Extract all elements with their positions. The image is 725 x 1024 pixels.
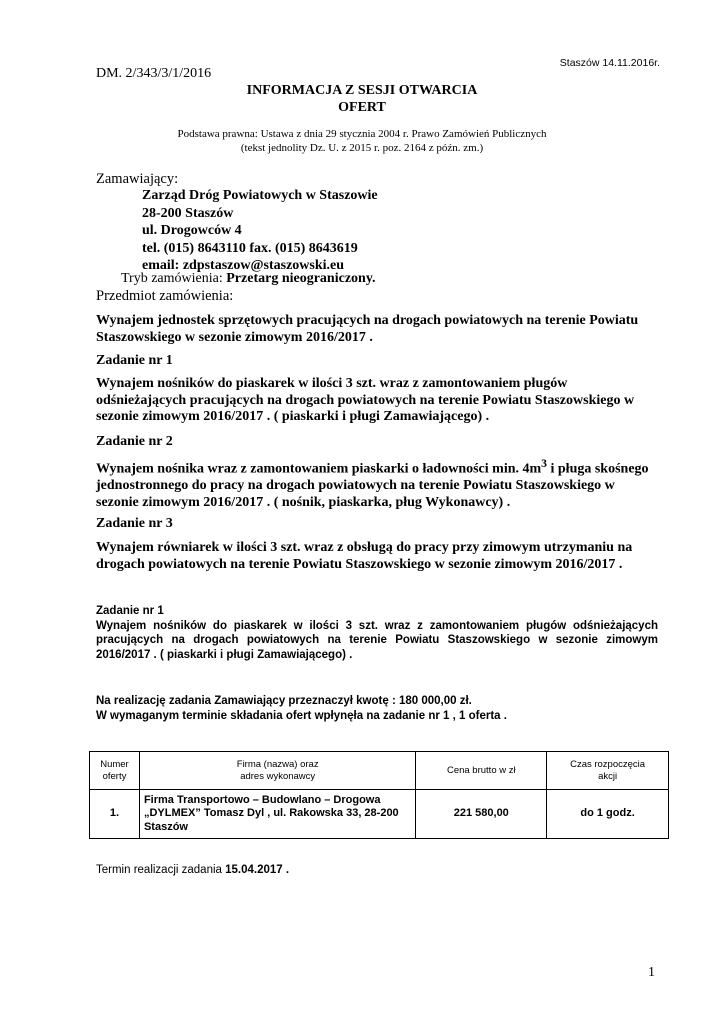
legal-line-1: Podstawa prawna: Ustawa z dnia 29 stycznia 2004 r. Prawo Zamówień Publicznych [177, 128, 547, 140]
task-2-title: Zadanie nr 2 [96, 434, 173, 449]
offer-firm: Firma Transportowo – Budowlano – Drogowa „DYLMEX” Tomasz Dyl , ul. Rakowska 33, 28-200 Staszów [139, 790, 415, 839]
authority-email: email: zdpstaszow@staszowski.eu [142, 258, 345, 273]
task-2-superscript: 3 [541, 457, 547, 470]
completion-deadline-label: Termin realizacji zadania [96, 864, 226, 876]
document-number: DM. 2/343/3/1/2016 [96, 66, 212, 81]
offer-start-time: do 1 godz. [547, 790, 669, 839]
document-title [96, 82, 628, 116]
completion-deadline [96, 864, 289, 876]
page-number: 1 [648, 965, 655, 980]
budget-info [96, 694, 658, 723]
task-2-text [96, 456, 656, 511]
title-line-2: OFERT [338, 100, 386, 115]
procedure-mode-value: Przetarg nieograniczony. [226, 271, 376, 286]
authority-name: Zarząd Dróg Powiatowych w Staszowie [142, 188, 378, 203]
task-3-title: Zadanie nr 3 [96, 516, 173, 531]
budget-amount: Na realizację zadania Zamawiający przeznaczył kwotę : 180 000,00 zł. [96, 695, 472, 707]
offer-section-title: Zadanie nr 1 [96, 605, 164, 617]
title-line-1: INFORMACJA Z SESJI OTWARCIA [246, 83, 478, 98]
legal-line-2: (tekst jednolity Dz. U. z 2015 r. poz. 2164 z późn. zm.) [240, 142, 484, 154]
procedure-mode-label: Tryb zamówienia: [121, 271, 227, 286]
offer-section [96, 604, 658, 662]
completion-deadline-value: 15.04.2017 . [225, 864, 290, 876]
offer-price: 221 580,00 [416, 790, 547, 839]
table-header-row [90, 752, 669, 790]
task-2-text-b: i pługa skośnego jednostronnego do pracy na drogach powiatowych na terenie Powiatu Staszowskiego w sezonie zimowym 2016/2017 . ( nośnik, piaskarka, pług Wykonawcy) . [96, 461, 649, 510]
offers-table [89, 751, 669, 839]
header-offer-number: Numer oferty [90, 752, 140, 790]
authority-phone: tel. (015) 8643110 fax. (015) 8643619 [142, 240, 358, 256]
contracting-authority-label: Zamawiający: [96, 171, 179, 187]
subject-label: Przedmiot zamówienia: [96, 288, 234, 304]
subject-text: Wynajem jednostek sprzętowych pracujących na drogach powiatowych na terenie Powiatu Staszowskiego w sezonie zimowym 2016/2017 . [96, 313, 639, 345]
offers-received: W wymaganym terminie składania ofert wpłynęła na zadanie nr 1 , 1 oferta . [96, 709, 507, 722]
contracting-authority-details [142, 187, 378, 275]
table-row [90, 790, 669, 839]
header-firm: Firma (nazwa) oraz adres wykonawcy [139, 752, 415, 790]
offer-number: 1. [90, 790, 140, 839]
header-start-time: Czas rozpoczęcia akcji [547, 752, 669, 790]
document-date: Staszów 14.11.2016r. [559, 57, 660, 69]
procedure-mode [121, 271, 376, 287]
legal-basis [96, 127, 628, 155]
header-price: Cena brutto w zł [416, 752, 547, 790]
task-3-text: Wynajem równiarek w ilości 3 szt. wraz z obsługą do pracy przy zimowym utrzymaniu na drogach powiatowych na terenie Powiatu Staszowskiego w sezonie zimowym 2016/2017 . [96, 540, 633, 572]
authority-street: ul. Drogowców 4 [142, 223, 242, 238]
task-1-title: Zadanie nr 1 [96, 353, 173, 368]
offer-section-text: Wynajem nośników do piaskarek w ilości 3 szt. wraz z zamontowaniem pługów odśnieżających pracujących na drogach powiatowych na terenie Powiatu Staszowskiego w sezonie zimowym 2016/2017 . ( piaskarki i pługi Zamawiającego) . [96, 619, 658, 661]
authority-postal: 28-200 Staszów [142, 205, 234, 221]
task-1-text: Wynajem nośników do piaskarek w ilości 3 szt. wraz z zamontowaniem pługów odśnieżających pracujących na drogach powiatowych na terenie Powiatu Staszowskiego w sezonie zimowym 2016/2017 . ( piaskarki i pługi Zamawiającego) . [96, 376, 635, 424]
task-2-text-a: Wynajem nośnika wraz z zamontowaniem piaskarki o ładowności min. 4m [96, 461, 542, 477]
